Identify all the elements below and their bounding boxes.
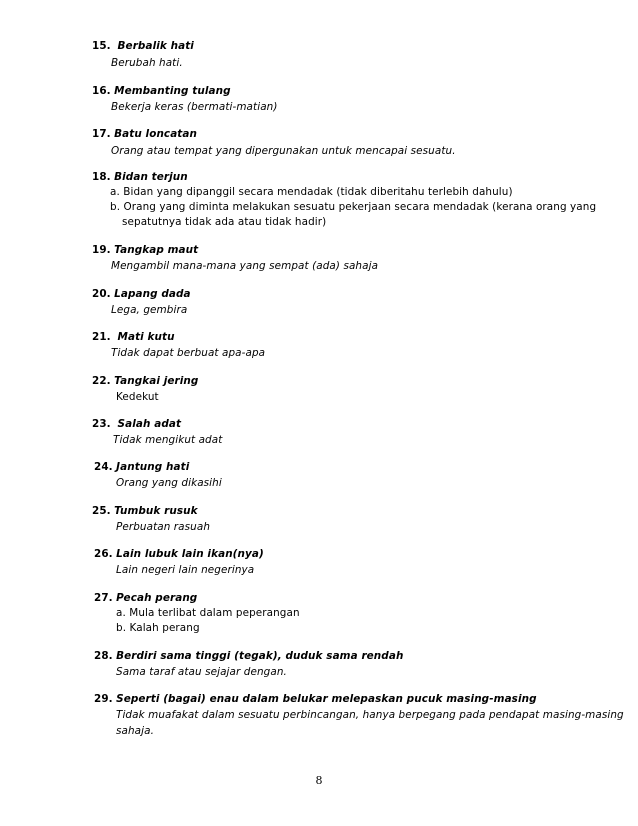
entry-18-definition-a: a. Bidan yang dipanggil secara mendadak (tidak diberitahu terlebih dahulu) (110, 186, 513, 198)
entry-28-definition: Sama taraf atau sejajar dengan. (116, 666, 287, 678)
entry-number: 17. (92, 128, 111, 140)
entry-number: 16. (92, 85, 111, 97)
entry-15-heading (92, 39, 194, 53)
entry-22-heading (92, 374, 198, 388)
entry-term: Lapang dada (114, 288, 191, 300)
entry-18-definition-b: b. Orang yang diminta melakukan sesuatu pekerjaan secara mendadak (kerana orang yang (110, 201, 597, 213)
entry-27-definition-b: b. Kalah perang (116, 622, 200, 634)
entry-20-definition: Lega, gembira (111, 304, 188, 316)
entry-16-heading (92, 84, 231, 98)
entry-24-heading (94, 460, 189, 474)
entry-number: 21. (92, 331, 111, 343)
entry-19-heading (92, 243, 198, 257)
entry-number: 28. (94, 650, 113, 662)
entry-term: Pecah perang (116, 592, 198, 604)
entry-number: 24. (94, 461, 113, 473)
entry-term: Mati kutu (117, 331, 175, 343)
page-number: 8 (315, 774, 323, 787)
entry-term: Tangkap maut (114, 244, 199, 256)
entry-number: 22. (92, 375, 111, 387)
entry-number: 20. (92, 288, 111, 300)
entry-term: Jantung hati (116, 461, 190, 473)
entry-24-definition: Orang yang dikasihi (116, 477, 222, 489)
entry-term: Tangkai jering (114, 375, 199, 387)
entry-21-heading (92, 330, 175, 344)
entry-21-definition: Tidak dapat berbuat apa-apa (111, 347, 266, 359)
entry-16-definition: Bekerja keras (bermati-matian) (111, 101, 278, 113)
entry-number: 19. (92, 244, 111, 256)
entry-29-definition: Tidak muafakat dalam sesuatu perbincangan, hanya berpegang pada pendapat masing-masing (116, 709, 624, 721)
entry-26-heading (94, 547, 264, 561)
entry-term: Bidan terjun (114, 171, 188, 183)
entry-number: 29. (94, 693, 113, 705)
entry-26-definition: Lain negeri lain negerinya (116, 564, 255, 576)
entry-number: 15. (92, 40, 111, 52)
entry-27-heading (94, 591, 197, 605)
entry-term: Tumbuk rusuk (114, 505, 198, 517)
entry-18-heading (92, 170, 188, 184)
entry-term: Batu loncatan (114, 128, 197, 140)
entry-23-definition: Tidak mengikut adat (113, 434, 223, 446)
entry-term: Berbalik hati (117, 40, 194, 52)
entry-number: 23. (92, 418, 111, 430)
entry-25-definition: Perbuatan rasuah (116, 521, 210, 533)
entry-number: 18. (92, 171, 111, 183)
entry-number: 27. (94, 592, 113, 604)
entry-term: Membanting tulang (114, 85, 231, 97)
entry-29-heading (94, 692, 537, 706)
entry-25-heading (92, 504, 198, 518)
entry-term: Lain lubuk lain ikan(nya) (116, 548, 264, 560)
entry-19-definition: Mengambil mana-mana yang sempat (ada) sahaja (111, 260, 379, 272)
entry-17-definition: Orang atau tempat yang dipergunakan untuk mencapai sesuatu. (111, 145, 456, 157)
entry-17-heading (92, 127, 197, 141)
entry-27-definition-a: a. Mula terlibat dalam peperangan (116, 607, 300, 619)
entry-23-heading (92, 417, 181, 431)
entry-22-definition: Kedekut (116, 391, 159, 403)
entry-18-definition-b-cont: sepatutnya tidak ada atau tidak hadir) (122, 216, 327, 228)
entry-15-definition: Berubah hati. (111, 57, 183, 69)
entry-term: Seperti (bagai) enau dalam belukar melepaskan pucuk masing-masing (116, 693, 537, 705)
entry-20-heading (92, 287, 191, 301)
entry-29-definition-cont: sahaja. (116, 725, 154, 737)
entry-number: 26. (94, 548, 113, 560)
entry-28-heading (94, 649, 403, 663)
entry-term: Salah adat (117, 418, 182, 430)
entry-term: Berdiri sama tinggi (tegak), duduk sama rendah (116, 650, 404, 662)
entry-number: 25. (92, 505, 111, 517)
